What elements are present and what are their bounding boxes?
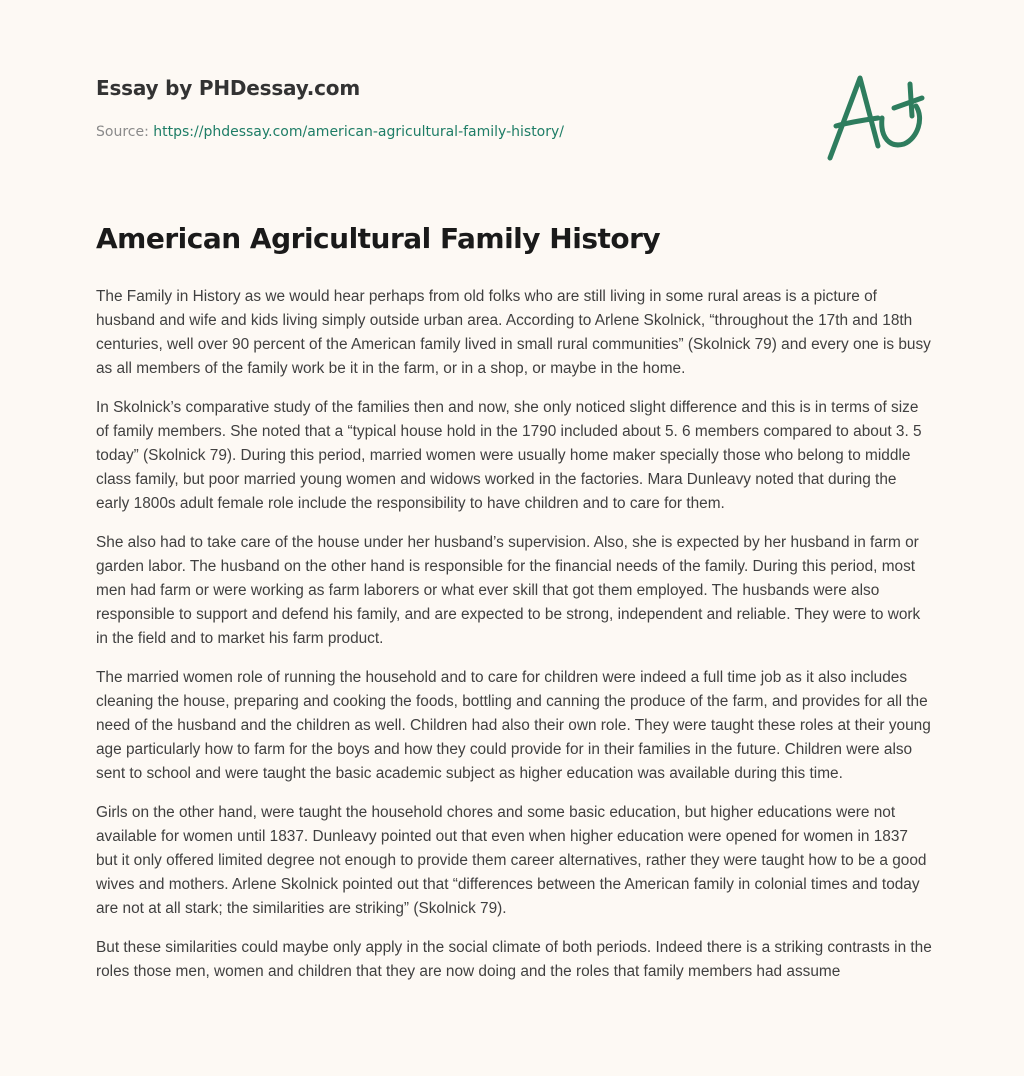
a-plus-grade-icon bbox=[820, 66, 930, 166]
source-line bbox=[96, 124, 928, 140]
page-header bbox=[96, 76, 928, 140]
essay-paragraph: Girls on the other hand, were taught the household chores and some basic education, but higher educations were not available for women until 1837. Dunleavy pointed out that even when higher education were opened for women in 1837 but it only offered limited degree not enough to provide them career alternatives, rather they were taught how to be a good wives and mothers. Arlene Skolnick pointed out that “differences between the American family in colonial times and today are not at all stark; the similarities are striking” (Skolnick 79). bbox=[96, 804, 927, 917]
essay-paragraph: The married women role of running the household and to care for children were indeed a full time job as it also includes cleaning the house, preparing and cooking the foods, bottling and canning the produce of the farm, and provides for all the need of the husband and the children as well. Children had also their own role. They were taught these roles at their young age particularly how to farm for the boys and how they could provide for in their families in the future. Children were also sent to school and were taught the basic academic subject as higher education was available during this time. bbox=[96, 669, 931, 782]
essay-title: American Agricultural Family History bbox=[96, 222, 661, 255]
source-link[interactable]: https://phdessay.com/american-agricultural-family-history/ bbox=[153, 124, 565, 140]
brand-title: Essay by PHDessay.com bbox=[96, 76, 360, 100]
essay-paragraph: She also had to take care of the house under her husband’s supervision. Also, she is expected by her husband in farm or garden labor. The husband on the other hand is responsible for the financial needs of the family. During this period, most men had farm or were working as farm laborers or what ever skill that got them employed. The husbands were also responsible to support and defend his family, and are expected to be strong, independent and reliable. They were to work in the field and to market his farm product. bbox=[96, 534, 921, 647]
essay-paragraph: But these similarities could maybe only apply in the social climate of both periods. Indeed there is a striking contrasts in the roles those men, women and children that they are now doing and the roles that family members had assume bbox=[96, 939, 932, 980]
essay-body bbox=[96, 285, 932, 999]
essay-paragraph: In Skolnick’s comparative study of the families then and now, she only noticed slight difference and this is in terms of size of family members. She noted that a “typical house hold in the 1790 included about 5. 6 members compared to about 3. 5 today” (Skolnick 79). During this period, married women were usually home maker specially those who belong to middle class family, but poor married young women and widows worked in the factories. Mara Dunleavy noted that during the early 1800s adult female role include the responsibility to have children and to care for them. bbox=[96, 399, 922, 512]
source-label: Source: bbox=[96, 124, 154, 140]
essay-paragraph: The Family in History as we would hear perhaps from old folks who are still living in some rural areas is a picture of husband and wife and kids living simply outside urban area. According to Arlene Skolnick, “throughout the 17th and 18th centuries, well over 90 percent of the American family lived in small rural communities” (Skolnick 79) and every one is busy as all members of the family work be it in the farm, or in a shop, or maybe in the home. bbox=[96, 288, 931, 377]
